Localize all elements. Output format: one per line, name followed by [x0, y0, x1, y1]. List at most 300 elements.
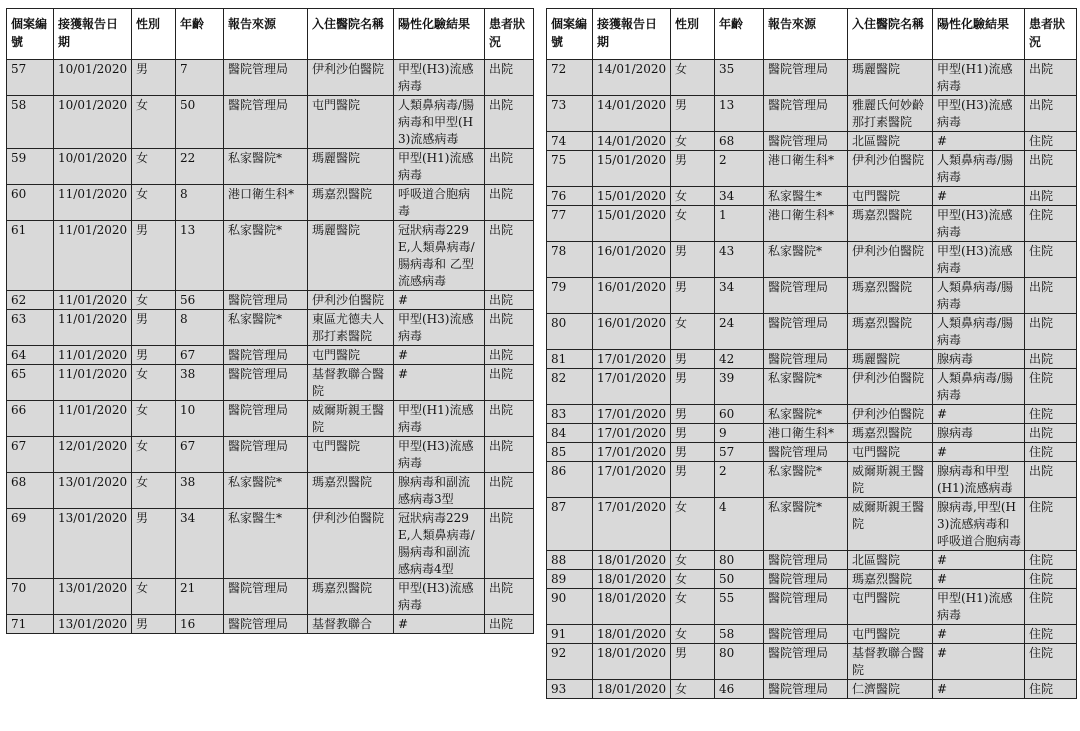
cell-age: 2	[715, 151, 764, 187]
table-row	[547, 314, 1077, 350]
cell-hospital: 伊利沙伯醫院	[848, 369, 933, 405]
header-hospital: 入住醫院名稱	[848, 9, 933, 60]
cell-report-date: 16/01/2020	[593, 242, 671, 278]
cell-hospital: 瑪嘉烈醫院	[848, 424, 933, 443]
cell-case-no: 88	[547, 551, 593, 570]
cell-lab-result: #	[933, 625, 1025, 644]
cell-sex: 女	[132, 437, 176, 473]
cell-patient-status: 出院	[1025, 278, 1077, 314]
cell-age: 80	[715, 551, 764, 570]
cell-report-source: 私家醫生*	[764, 187, 848, 206]
cell-lab-result: 甲型(H1)流感病毒	[394, 149, 485, 185]
cell-report-date: 14/01/2020	[593, 60, 671, 96]
cell-age: 22	[176, 149, 224, 185]
cell-patient-status: 出院	[485, 60, 534, 96]
cell-patient-status: 出院	[1025, 314, 1077, 350]
table-row	[547, 680, 1077, 699]
cell-hospital: 瑪麗醫院	[848, 350, 933, 369]
cell-report-source: 醫院管理局	[224, 291, 308, 310]
cell-age: 8	[176, 185, 224, 221]
cell-sex: 男	[132, 60, 176, 96]
cell-report-date: 11/01/2020	[54, 185, 132, 221]
cell-report-source: 醫院管理局	[764, 443, 848, 462]
cell-sex: 女	[671, 680, 715, 699]
cell-report-source: 醫院管理局	[764, 96, 848, 132]
cell-patient-status: 住院	[1025, 680, 1077, 699]
cell-report-source: 醫院管理局	[764, 625, 848, 644]
cell-report-source: 醫院管理局	[764, 350, 848, 369]
cell-hospital: 伊利沙伯醫院	[308, 60, 394, 96]
table-row	[7, 185, 534, 221]
cell-age: 2	[715, 462, 764, 498]
cell-report-date: 11/01/2020	[54, 291, 132, 310]
table-row	[7, 149, 534, 185]
cell-case-no: 84	[547, 424, 593, 443]
cell-patient-status: 出院	[485, 401, 534, 437]
cell-sex: 男	[671, 462, 715, 498]
cell-report-date: 17/01/2020	[593, 424, 671, 443]
cell-report-source: 私家醫院*	[764, 462, 848, 498]
cell-age: 60	[715, 405, 764, 424]
cell-hospital: 屯門醫院	[308, 346, 394, 365]
cell-hospital: 屯門醫院	[848, 187, 933, 206]
cell-lab-result: #	[933, 132, 1025, 151]
cell-sex: 男	[671, 405, 715, 424]
cell-report-date: 15/01/2020	[593, 151, 671, 187]
table-row	[547, 132, 1077, 151]
cell-sex: 男	[671, 350, 715, 369]
header-lab-result: 陽性化驗結果	[394, 9, 485, 60]
cell-lab-result: 甲型(H3)流感病毒	[394, 579, 485, 615]
cell-case-no: 71	[7, 615, 54, 634]
cell-hospital: 伊利沙伯醫院	[848, 242, 933, 278]
cell-lab-result: 甲型(H1)流感病毒	[933, 589, 1025, 625]
cell-age: 10	[176, 401, 224, 437]
cell-report-date: 16/01/2020	[593, 314, 671, 350]
cell-age: 38	[176, 473, 224, 509]
cell-report-date: 18/01/2020	[593, 680, 671, 699]
cell-report-date: 10/01/2020	[54, 96, 132, 149]
cell-hospital: 屯門醫院	[848, 443, 933, 462]
table-row	[547, 625, 1077, 644]
cell-report-date: 18/01/2020	[593, 589, 671, 625]
table-row	[547, 589, 1077, 625]
cell-sex: 男	[671, 242, 715, 278]
cell-hospital: 屯門醫院	[848, 589, 933, 625]
cell-patient-status: 住院	[1025, 551, 1077, 570]
cell-sex: 男	[671, 424, 715, 443]
cell-hospital: 瑪嘉烈醫院	[308, 579, 394, 615]
cell-report-source: 醫院管理局	[224, 579, 308, 615]
table-row	[547, 60, 1077, 96]
cell-report-date: 18/01/2020	[593, 551, 671, 570]
cell-lab-result: 人類鼻病毒/腸病毒	[933, 369, 1025, 405]
header-case-no: 個案編號	[7, 9, 54, 60]
cell-age: 35	[715, 60, 764, 96]
cell-report-date: 10/01/2020	[54, 149, 132, 185]
table-row	[547, 187, 1077, 206]
table-row	[547, 551, 1077, 570]
table-row	[7, 310, 534, 346]
cell-case-no: 61	[7, 221, 54, 291]
cell-sex: 女	[671, 132, 715, 151]
cell-sex: 女	[671, 206, 715, 242]
cell-hospital: 伊利沙伯醫院	[848, 151, 933, 187]
cell-patient-status: 出院	[1025, 424, 1077, 443]
table-row	[547, 405, 1077, 424]
cell-case-no: 85	[547, 443, 593, 462]
cell-case-no: 57	[7, 60, 54, 96]
cell-age: 39	[715, 369, 764, 405]
cell-report-source: 醫院管理局	[224, 346, 308, 365]
cell-report-source: 醫院管理局	[224, 615, 308, 634]
cell-lab-result: 甲型(H3)流感病毒	[933, 242, 1025, 278]
table-row	[547, 96, 1077, 132]
header-patient-status: 患者狀況	[1025, 9, 1077, 60]
cell-report-date: 10/01/2020	[54, 60, 132, 96]
header-age: 年齡	[715, 9, 764, 60]
cell-lab-result: #	[933, 644, 1025, 680]
cell-report-source: 港口衛生科*	[764, 424, 848, 443]
cell-patient-status: 出院	[485, 473, 534, 509]
cell-report-date: 15/01/2020	[593, 206, 671, 242]
cell-case-no: 83	[547, 405, 593, 424]
cell-sex: 女	[671, 187, 715, 206]
cell-report-date: 16/01/2020	[593, 278, 671, 314]
cell-hospital: 瑪麗醫院	[308, 149, 394, 185]
cell-patient-status: 出院	[1025, 462, 1077, 498]
cell-hospital: 瑪嘉烈醫院	[848, 314, 933, 350]
cell-sex: 男	[671, 644, 715, 680]
cell-report-date: 14/01/2020	[593, 132, 671, 151]
cell-report-date: 18/01/2020	[593, 625, 671, 644]
cell-lab-result: 甲型(H1)流感病毒	[394, 401, 485, 437]
cell-sex: 男	[132, 509, 176, 579]
cell-hospital: 基督教聯合醫院	[848, 644, 933, 680]
cell-sex: 女	[132, 96, 176, 149]
cell-patient-status: 出院	[485, 149, 534, 185]
cell-patient-status: 住院	[1025, 644, 1077, 680]
cell-age: 56	[176, 291, 224, 310]
cell-case-no: 86	[547, 462, 593, 498]
cell-lab-result: #	[933, 443, 1025, 462]
cell-case-no: 68	[7, 473, 54, 509]
cell-patient-status: 出院	[485, 221, 534, 291]
cell-lab-result: 人類鼻病毒/腸病毒和甲型(H3)流感病毒	[394, 96, 485, 149]
table-row	[7, 509, 534, 579]
cell-lab-result: #	[933, 570, 1025, 589]
header-sex: 性別	[132, 9, 176, 60]
cell-age: 42	[715, 350, 764, 369]
cell-patient-status: 出院	[485, 96, 534, 149]
cell-case-no: 70	[7, 579, 54, 615]
cell-lab-result: 腺病毒	[933, 350, 1025, 369]
cell-patient-status: 出院	[1025, 60, 1077, 96]
cell-report-date: 13/01/2020	[54, 615, 132, 634]
cell-age: 34	[715, 187, 764, 206]
cell-case-no: 87	[547, 498, 593, 551]
cell-sex: 女	[671, 498, 715, 551]
cell-age: 80	[715, 644, 764, 680]
cell-lab-result: 甲型(H3)流感病毒	[394, 310, 485, 346]
cell-patient-status: 出院	[485, 579, 534, 615]
table-row	[7, 401, 534, 437]
cell-report-source: 醫院管理局	[764, 570, 848, 589]
cell-report-source: 港口衛生科*	[224, 185, 308, 221]
cell-age: 46	[715, 680, 764, 699]
cell-lab-result: 腺病毒和甲型(H1)流感病毒	[933, 462, 1025, 498]
cell-case-no: 74	[547, 132, 593, 151]
cell-report-date: 11/01/2020	[54, 346, 132, 365]
cell-case-no: 93	[547, 680, 593, 699]
cell-lab-result: 腺病毒,甲型(H3)流感病毒和呼吸道合胞病毒	[933, 498, 1025, 551]
cell-patient-status: 住院	[1025, 589, 1077, 625]
cell-report-source: 醫院管理局	[764, 551, 848, 570]
header-report-source: 報告來源	[224, 9, 308, 60]
cell-patient-status: 出院	[1025, 96, 1077, 132]
cell-lab-result: 冠狀病毒229E,人類鼻病毒/腸病毒和副流感病毒4型	[394, 509, 485, 579]
table-row	[547, 462, 1077, 498]
cell-report-source: 私家醫院*	[224, 149, 308, 185]
cell-report-date: 11/01/2020	[54, 221, 132, 291]
cell-lab-result: 甲型(H3)流感病毒	[933, 206, 1025, 242]
cell-hospital: 瑪嘉烈醫院	[308, 185, 394, 221]
cell-sex: 男	[671, 369, 715, 405]
table-row	[547, 369, 1077, 405]
cell-case-no: 75	[547, 151, 593, 187]
cell-case-no: 59	[7, 149, 54, 185]
cell-hospital: 屯門醫院	[308, 96, 394, 149]
cell-patient-status: 住院	[1025, 132, 1077, 151]
table-row	[547, 498, 1077, 551]
cell-age: 7	[176, 60, 224, 96]
cell-report-date: 11/01/2020	[54, 365, 132, 401]
case-table-left	[6, 8, 534, 634]
cell-report-source: 私家醫院*	[764, 369, 848, 405]
table-row	[7, 615, 534, 634]
cell-report-source: 醫院管理局	[764, 132, 848, 151]
cell-lab-result: #	[933, 405, 1025, 424]
cell-patient-status: 出院	[485, 346, 534, 365]
cell-lab-result: 呼吸道合胞病毒	[394, 185, 485, 221]
cell-patient-status: 住院	[1025, 242, 1077, 278]
cell-lab-result: 人類鼻病毒/腸病毒	[933, 151, 1025, 187]
cell-lab-result: 甲型(H3)流感病毒	[394, 437, 485, 473]
cell-age: 9	[715, 424, 764, 443]
cell-sex: 男	[132, 346, 176, 365]
cell-report-source: 醫院管理局	[764, 589, 848, 625]
cell-age: 38	[176, 365, 224, 401]
cell-patient-status: 出院	[485, 365, 534, 401]
cell-case-no: 60	[7, 185, 54, 221]
cell-case-no: 67	[7, 437, 54, 473]
table-row	[7, 437, 534, 473]
cell-hospital: 北區醫院	[848, 551, 933, 570]
table-row	[547, 570, 1077, 589]
cell-sex: 女	[132, 185, 176, 221]
table-row	[547, 278, 1077, 314]
cell-report-source: 醫院管理局	[764, 60, 848, 96]
header-sex: 性別	[671, 9, 715, 60]
cell-patient-status: 住院	[1025, 570, 1077, 589]
cell-report-source: 醫院管理局	[224, 96, 308, 149]
cell-sex: 女	[132, 149, 176, 185]
cell-hospital: 威爾斯親王醫院	[848, 462, 933, 498]
cell-report-date: 14/01/2020	[593, 96, 671, 132]
cell-case-no: 80	[547, 314, 593, 350]
cell-patient-status: 住院	[1025, 498, 1077, 551]
cell-sex: 男	[132, 615, 176, 634]
table-row	[7, 473, 534, 509]
cell-age: 4	[715, 498, 764, 551]
cell-sex: 男	[671, 278, 715, 314]
table-row	[7, 96, 534, 149]
cell-lab-result: #	[394, 346, 485, 365]
cell-patient-status: 住院	[1025, 625, 1077, 644]
cell-report-date: 11/01/2020	[54, 310, 132, 346]
cell-age: 58	[715, 625, 764, 644]
cell-report-source: 私家醫院*	[764, 498, 848, 551]
cell-report-source: 醫院管理局	[224, 365, 308, 401]
case-table-right	[546, 8, 1077, 699]
table-row	[547, 644, 1077, 680]
cell-patient-status: 出院	[485, 310, 534, 346]
cell-hospital: 伊利沙伯醫院	[308, 509, 394, 579]
cell-hospital: 伊利沙伯醫院	[308, 291, 394, 310]
cell-report-date: 17/01/2020	[593, 498, 671, 551]
cell-report-date: 17/01/2020	[593, 350, 671, 369]
cell-lab-result: #	[933, 187, 1025, 206]
header-report-date: 接獲報告日期	[54, 9, 132, 60]
table-row	[7, 365, 534, 401]
cell-case-no: 81	[547, 350, 593, 369]
cell-report-source: 私家醫院*	[224, 221, 308, 291]
cell-age: 13	[715, 96, 764, 132]
cell-sex: 男	[671, 443, 715, 462]
cell-report-date: 12/01/2020	[54, 437, 132, 473]
header-patient-status: 患者狀況	[485, 9, 534, 60]
table-row	[547, 242, 1077, 278]
cell-report-source: 醫院管理局	[224, 437, 308, 473]
cell-sex: 男	[671, 151, 715, 187]
cell-lab-result: 腺病毒	[933, 424, 1025, 443]
table-row	[547, 443, 1077, 462]
cell-hospital: 基督教聯合醫院	[308, 365, 394, 401]
cell-age: 55	[715, 589, 764, 625]
cell-hospital: 伊利沙伯醫院	[848, 405, 933, 424]
table-row	[547, 151, 1077, 187]
cell-sex: 男	[671, 96, 715, 132]
cell-case-no: 64	[7, 346, 54, 365]
cell-sex: 女	[671, 551, 715, 570]
cell-case-no: 72	[547, 60, 593, 96]
cell-lab-result: 人類鼻病毒/腸病毒	[933, 314, 1025, 350]
cell-hospital: 瑪嘉烈醫院	[848, 278, 933, 314]
table-row	[7, 60, 534, 96]
cell-sex: 女	[671, 314, 715, 350]
cell-report-source: 港口衛生科*	[764, 206, 848, 242]
table-header-row	[547, 9, 1077, 60]
cell-report-source: 私家醫院*	[224, 473, 308, 509]
cell-case-no: 79	[547, 278, 593, 314]
cell-hospital: 雅麗氏何妙齡那打素醫院	[848, 96, 933, 132]
cell-age: 43	[715, 242, 764, 278]
cell-report-source: 醫院管理局	[224, 60, 308, 96]
cell-report-date: 13/01/2020	[54, 473, 132, 509]
cell-report-date: 11/01/2020	[54, 401, 132, 437]
cell-age: 57	[715, 443, 764, 462]
cell-age: 16	[176, 615, 224, 634]
cell-hospital: 瑪嘉烈醫院	[848, 206, 933, 242]
header-case-no: 個案編號	[547, 9, 593, 60]
cell-case-no: 82	[547, 369, 593, 405]
cell-age: 34	[715, 278, 764, 314]
cell-report-date: 17/01/2020	[593, 405, 671, 424]
cell-lab-result: 甲型(H3)流感病毒	[394, 60, 485, 96]
table-row	[7, 579, 534, 615]
cell-lab-result: #	[394, 291, 485, 310]
cell-age: 67	[176, 346, 224, 365]
cell-lab-result: #	[933, 551, 1025, 570]
table-row	[7, 291, 534, 310]
cell-hospital: 北區醫院	[848, 132, 933, 151]
cell-lab-result: 人類鼻病毒/腸病毒	[933, 278, 1025, 314]
table-row	[7, 221, 534, 291]
cell-lab-result: #	[394, 365, 485, 401]
cell-case-no: 91	[547, 625, 593, 644]
cell-sex: 女	[132, 401, 176, 437]
cell-patient-status: 住院	[1025, 206, 1077, 242]
cell-hospital: 屯門醫院	[848, 625, 933, 644]
cell-age: 34	[176, 509, 224, 579]
cell-patient-status: 出院	[1025, 187, 1077, 206]
cell-report-source: 醫院管理局	[764, 680, 848, 699]
cell-patient-status: 住院	[1025, 443, 1077, 462]
cell-report-source: 醫院管理局	[764, 644, 848, 680]
cell-report-source: 醫院管理局	[764, 314, 848, 350]
cell-case-no: 66	[7, 401, 54, 437]
cell-sex: 女	[671, 60, 715, 96]
cell-patient-status: 出院	[1025, 151, 1077, 187]
cell-age: 8	[176, 310, 224, 346]
cell-patient-status: 出院	[485, 185, 534, 221]
cell-report-date: 18/01/2020	[593, 644, 671, 680]
cell-hospital: 瑪嘉烈醫院	[308, 473, 394, 509]
cell-lab-result: 腺病毒和副流感病毒3型	[394, 473, 485, 509]
cell-hospital: 瑪麗醫院	[308, 221, 394, 291]
cell-report-source: 私家醫生*	[224, 509, 308, 579]
cell-patient-status: 出院	[1025, 350, 1077, 369]
cell-case-no: 89	[547, 570, 593, 589]
cell-sex: 女	[132, 291, 176, 310]
cell-age: 24	[715, 314, 764, 350]
cell-case-no: 92	[547, 644, 593, 680]
cell-report-date: 17/01/2020	[593, 443, 671, 462]
cell-hospital: 瑪嘉烈醫院	[848, 570, 933, 589]
header-report-date: 接獲報告日期	[593, 9, 671, 60]
cell-age: 50	[176, 96, 224, 149]
cell-case-no: 90	[547, 589, 593, 625]
cell-case-no: 78	[547, 242, 593, 278]
table-row	[547, 206, 1077, 242]
header-report-source: 報告來源	[764, 9, 848, 60]
cell-report-source: 港口衛生科*	[764, 151, 848, 187]
cell-hospital: 威爾斯親王醫院	[848, 498, 933, 551]
cell-report-date: 17/01/2020	[593, 369, 671, 405]
cell-age: 67	[176, 437, 224, 473]
cell-sex: 女	[671, 625, 715, 644]
cell-lab-result: 甲型(H3)流感病毒	[933, 96, 1025, 132]
